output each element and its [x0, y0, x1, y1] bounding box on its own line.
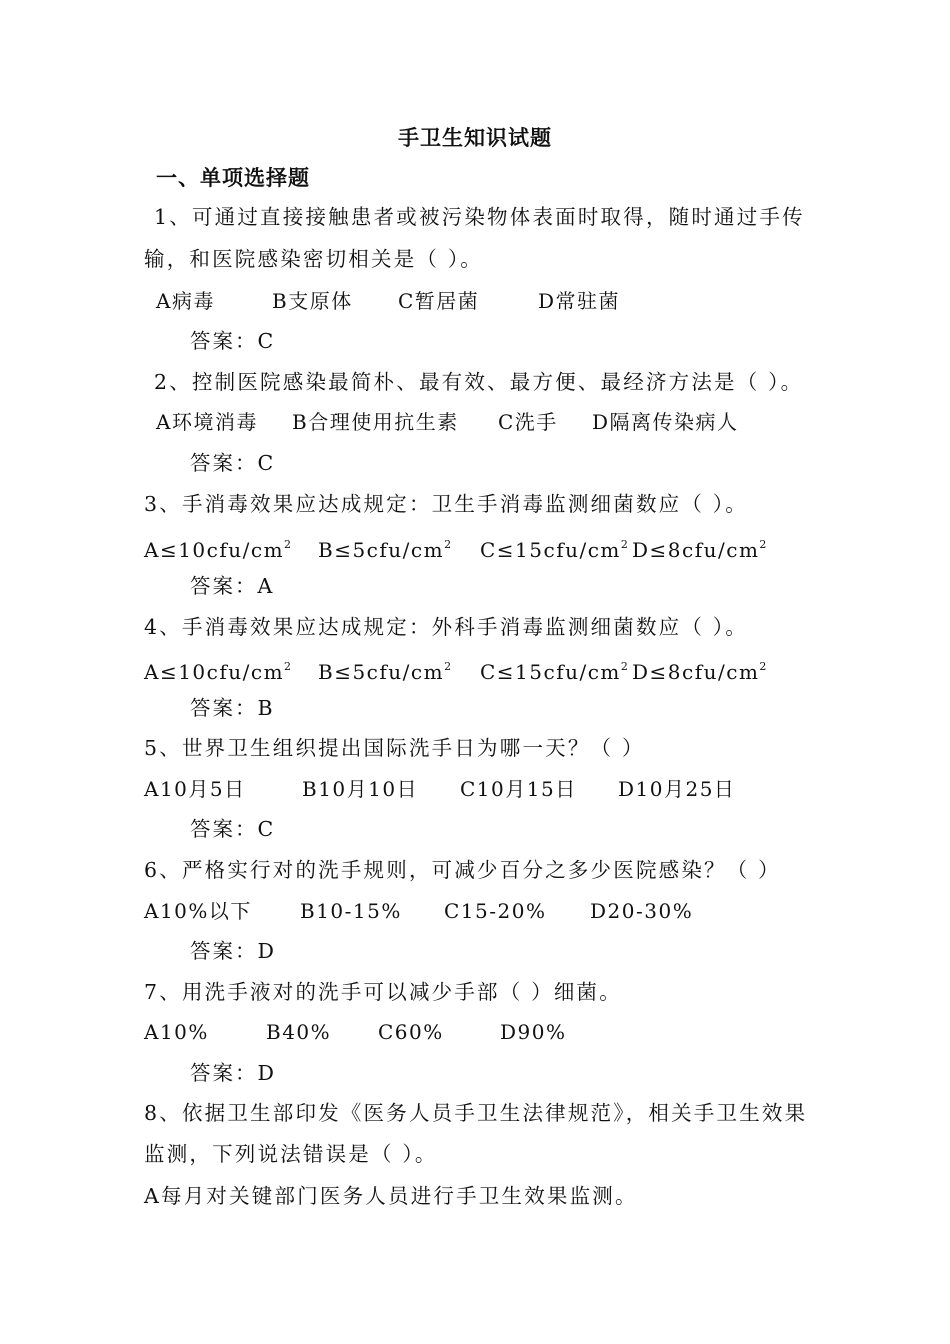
question-8-line-2: 监测，下列说法错误是（ ）。: [144, 1142, 438, 1166]
superscript-2: 2: [620, 660, 628, 673]
question-2-option-d: D隔离传染病人: [592, 410, 739, 434]
question-3-option-a-text: A≤10cfu/cm: [144, 538, 285, 562]
document-title: 手卫生知识试题: [398, 126, 552, 150]
question-3-answer: 答案：A: [190, 574, 275, 598]
question-4-option-a: [144, 653, 291, 686]
question-5-option-b: B10月10日: [302, 777, 419, 801]
question-1-line-1: 1、可通过直接接触患者或被污染物体表面时取得，随时通过手传: [154, 205, 805, 229]
question-7-option-b: B40%: [266, 1020, 332, 1044]
superscript-2: 2: [284, 660, 292, 673]
question-4-answer: 答案：B: [190, 696, 275, 720]
question-2-option-b: B合理使用抗生素: [292, 410, 459, 434]
question-4-option-b: [318, 653, 451, 686]
question-1-option-d: D常驻菌: [538, 289, 621, 313]
superscript-2: 2: [284, 538, 292, 551]
question-7-answer: 答案：D: [190, 1061, 276, 1085]
question-8-option-a: A每月对关键部门医务人员进行手卫生效果监测。: [144, 1184, 638, 1208]
question-2-answer: 答案：C: [190, 451, 276, 475]
question-3-option-b-text: B≤5cfu/cm: [318, 538, 445, 562]
question-2-option-a: A环境消毒: [156, 410, 258, 434]
question-4-option-d-text: D≤8cfu/cm: [632, 660, 760, 684]
question-5-line-1: 5、世界卫生组织提出国际洗手日为哪一天？（ ）: [144, 736, 645, 760]
superscript-2: 2: [620, 538, 628, 551]
question-8-line-1: 8、依据卫生部印发《医务人员手卫生法律规范》，相关手卫生效果: [144, 1101, 808, 1125]
question-5-option-d: D10月25日: [618, 777, 736, 801]
superscript-2: 2: [759, 538, 767, 551]
question-5-option-a: A10月5日: [144, 777, 246, 801]
question-1-option-c: C暂居菌: [398, 289, 480, 313]
question-4-option-c: [480, 653, 628, 686]
question-1-option-a: A病毒: [156, 289, 215, 313]
question-3-option-c: [480, 531, 628, 564]
question-6-answer: 答案：D: [190, 939, 276, 963]
question-7-option-a: A10%: [144, 1020, 209, 1044]
question-3-option-d-text: D≤8cfu/cm: [632, 538, 760, 562]
question-3-option-b: [318, 531, 451, 564]
question-6-option-a: A10%以下: [144, 899, 252, 923]
question-5-answer: 答案：C: [190, 817, 276, 841]
question-1-line-2: 输，和医院感染密切相关是（ ）。: [144, 247, 483, 271]
question-3-option-a: [144, 531, 291, 564]
question-2-line-1: 2、控制医院感染最简朴、最有效、最方便、最经济方法是（ ）。: [154, 370, 804, 394]
question-4-option-b-text: B≤5cfu/cm: [318, 660, 445, 684]
question-3-option-d: [632, 531, 766, 564]
question-1-option-b: B支原体: [272, 289, 353, 313]
question-7-option-c: C60%: [378, 1020, 444, 1044]
question-1-answer: 答案：C: [190, 329, 276, 353]
question-4-option-d: [632, 653, 766, 686]
question-4-option-a-text: A≤10cfu/cm: [144, 660, 285, 684]
question-6-option-d: D20-30%: [590, 899, 694, 923]
superscript-2: 2: [444, 660, 452, 673]
question-2-option-c: C洗手: [498, 410, 558, 434]
question-5-option-c: C10月15日: [460, 777, 577, 801]
question-4-option-c-text: C≤15cfu/cm: [480, 660, 621, 684]
section-heading: 一、单项选择题: [156, 166, 310, 190]
question-6-option-b: B10-15%: [300, 899, 402, 923]
superscript-2: 2: [759, 660, 767, 673]
question-4-line-1: 4、手消毒效果应达成规定：外科手消毒监测细菌数应（ ）。: [144, 615, 748, 639]
question-3-line-1: 3、手消毒效果应达成规定：卫生手消毒监测细菌数应（ ）。: [144, 492, 748, 516]
question-6-line-1: 6、严格实行对的洗手规则，可减少百分之多少医院感染？（ ）: [144, 858, 781, 882]
question-7-option-d: D90%: [500, 1020, 567, 1044]
question-3-option-c-text: C≤15cfu/cm: [480, 538, 621, 562]
question-7-line-1: 7、用洗手液对的洗手可以减少手部（ ）细菌。: [144, 980, 622, 1004]
superscript-2: 2: [444, 538, 452, 551]
question-6-option-c: C15-20%: [444, 899, 547, 923]
